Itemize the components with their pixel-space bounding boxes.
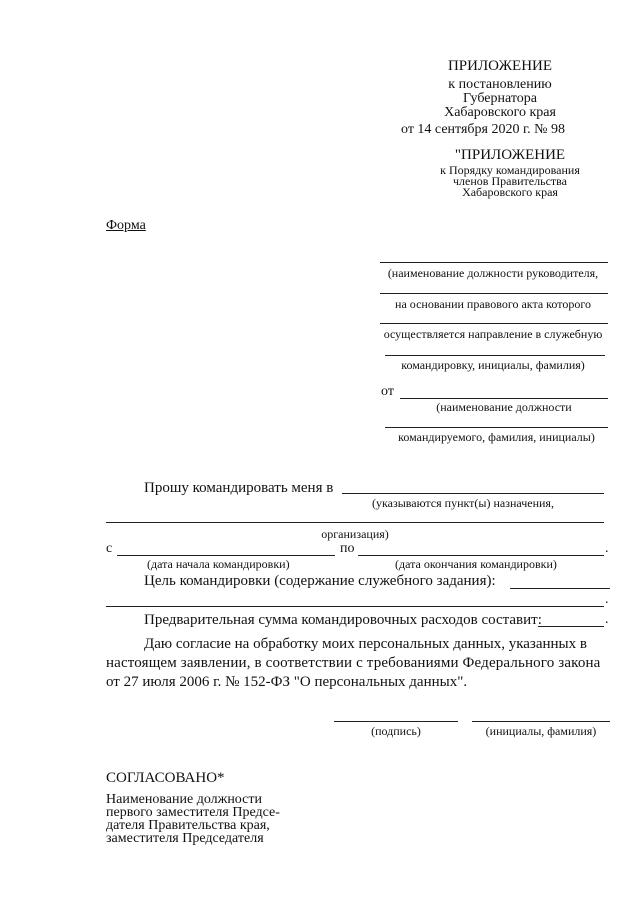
purpose-line-1 [510, 588, 610, 589]
consent-line-1: Даю согласие на обработку моих персональных данных, указанных в [144, 636, 587, 652]
approval-line-3: дателя Правительства края, [106, 818, 270, 833]
sum-text: Предварительная сумма командировочных расходов составит: [144, 612, 542, 628]
approval-line-1: Наименование должности [106, 792, 262, 807]
organization-hint: организация) [321, 527, 389, 541]
appendix2-line-1: к Порядку командирования [440, 163, 580, 177]
end-date-hint: (дата окончания командировки) [395, 557, 557, 571]
appendix-line-2: Губернатора [462, 91, 538, 106]
purpose-text: Цель командировки (содержание служебного задания): [144, 573, 496, 589]
appendix2-title: "ПРИЛОЖЕНИЕ [454, 147, 566, 163]
consent-line-3: от 27 июля 2006 г. № 152-ФЗ "О персональных данных". [106, 674, 468, 690]
appendix-line-1: к постановлению [448, 77, 552, 92]
appendix2-line-2: членов Правительства [453, 174, 567, 188]
destination-line [342, 493, 604, 494]
end-date-line [358, 555, 604, 556]
date-from-prefix: с [106, 541, 113, 556]
addressee-from-line [400, 398, 608, 399]
addressee-line-2 [380, 293, 608, 294]
addressee-hint-2: на основании правового акта которого [395, 297, 591, 311]
signature-line [334, 721, 458, 722]
request-text: Прошу командировать меня в [144, 480, 334, 496]
addressee-line-5 [385, 427, 608, 428]
start-date-line [117, 555, 335, 556]
form-label: Форма [106, 218, 146, 233]
addressee-hint-6: командируемого, фамилия, инициалы) [398, 430, 595, 444]
purpose-dot: . [605, 592, 609, 607]
name-hint: (инициалы, фамилия) [485, 724, 597, 738]
appendix-line-3: Хабаровского края [444, 105, 556, 120]
addressee-line-1 [380, 262, 608, 263]
date-to-word: по [340, 541, 355, 556]
sum-dot: . [605, 612, 609, 627]
sum-line [538, 626, 604, 627]
addressee-hint-3: осуществляется направление в служебную [383, 327, 603, 341]
destination-hint: (указываются пункт(ы) назначения, [372, 496, 554, 510]
addressee-hint-1: (наименование должности руководителя, [387, 266, 599, 280]
addressee-hint-5: (наименование должности [436, 400, 572, 414]
approval-title: СОГЛАСОВАНО* [106, 770, 225, 786]
purpose-line-2 [106, 606, 604, 607]
name-line [472, 721, 610, 722]
destination-line-2 [106, 522, 604, 523]
addressee-hint-4: командировку, инициалы, фамилия) [401, 358, 585, 372]
start-date-hint: (дата начала командировки) [147, 557, 290, 571]
signature-hint: (подпись) [371, 724, 421, 738]
addressee-from-label: от [381, 384, 394, 399]
addressee-line-3 [380, 323, 608, 324]
addressee-line-4 [385, 355, 605, 356]
approval-line-4: заместителя Председателя [106, 831, 264, 846]
appendix-line-4: от 14 сентября 2020 г. № 98 [401, 122, 565, 137]
consent-line-2: настоящем заявлении, в соответствии с требованиями Федерального закона [106, 655, 601, 671]
appendix-title: ПРИЛОЖЕНИЕ [447, 58, 553, 74]
appendix2-line-3: Хабаровского края [462, 185, 558, 199]
approval-line-2: первого заместителя Предсе- [106, 805, 280, 820]
end-date-dot: . [605, 541, 609, 556]
